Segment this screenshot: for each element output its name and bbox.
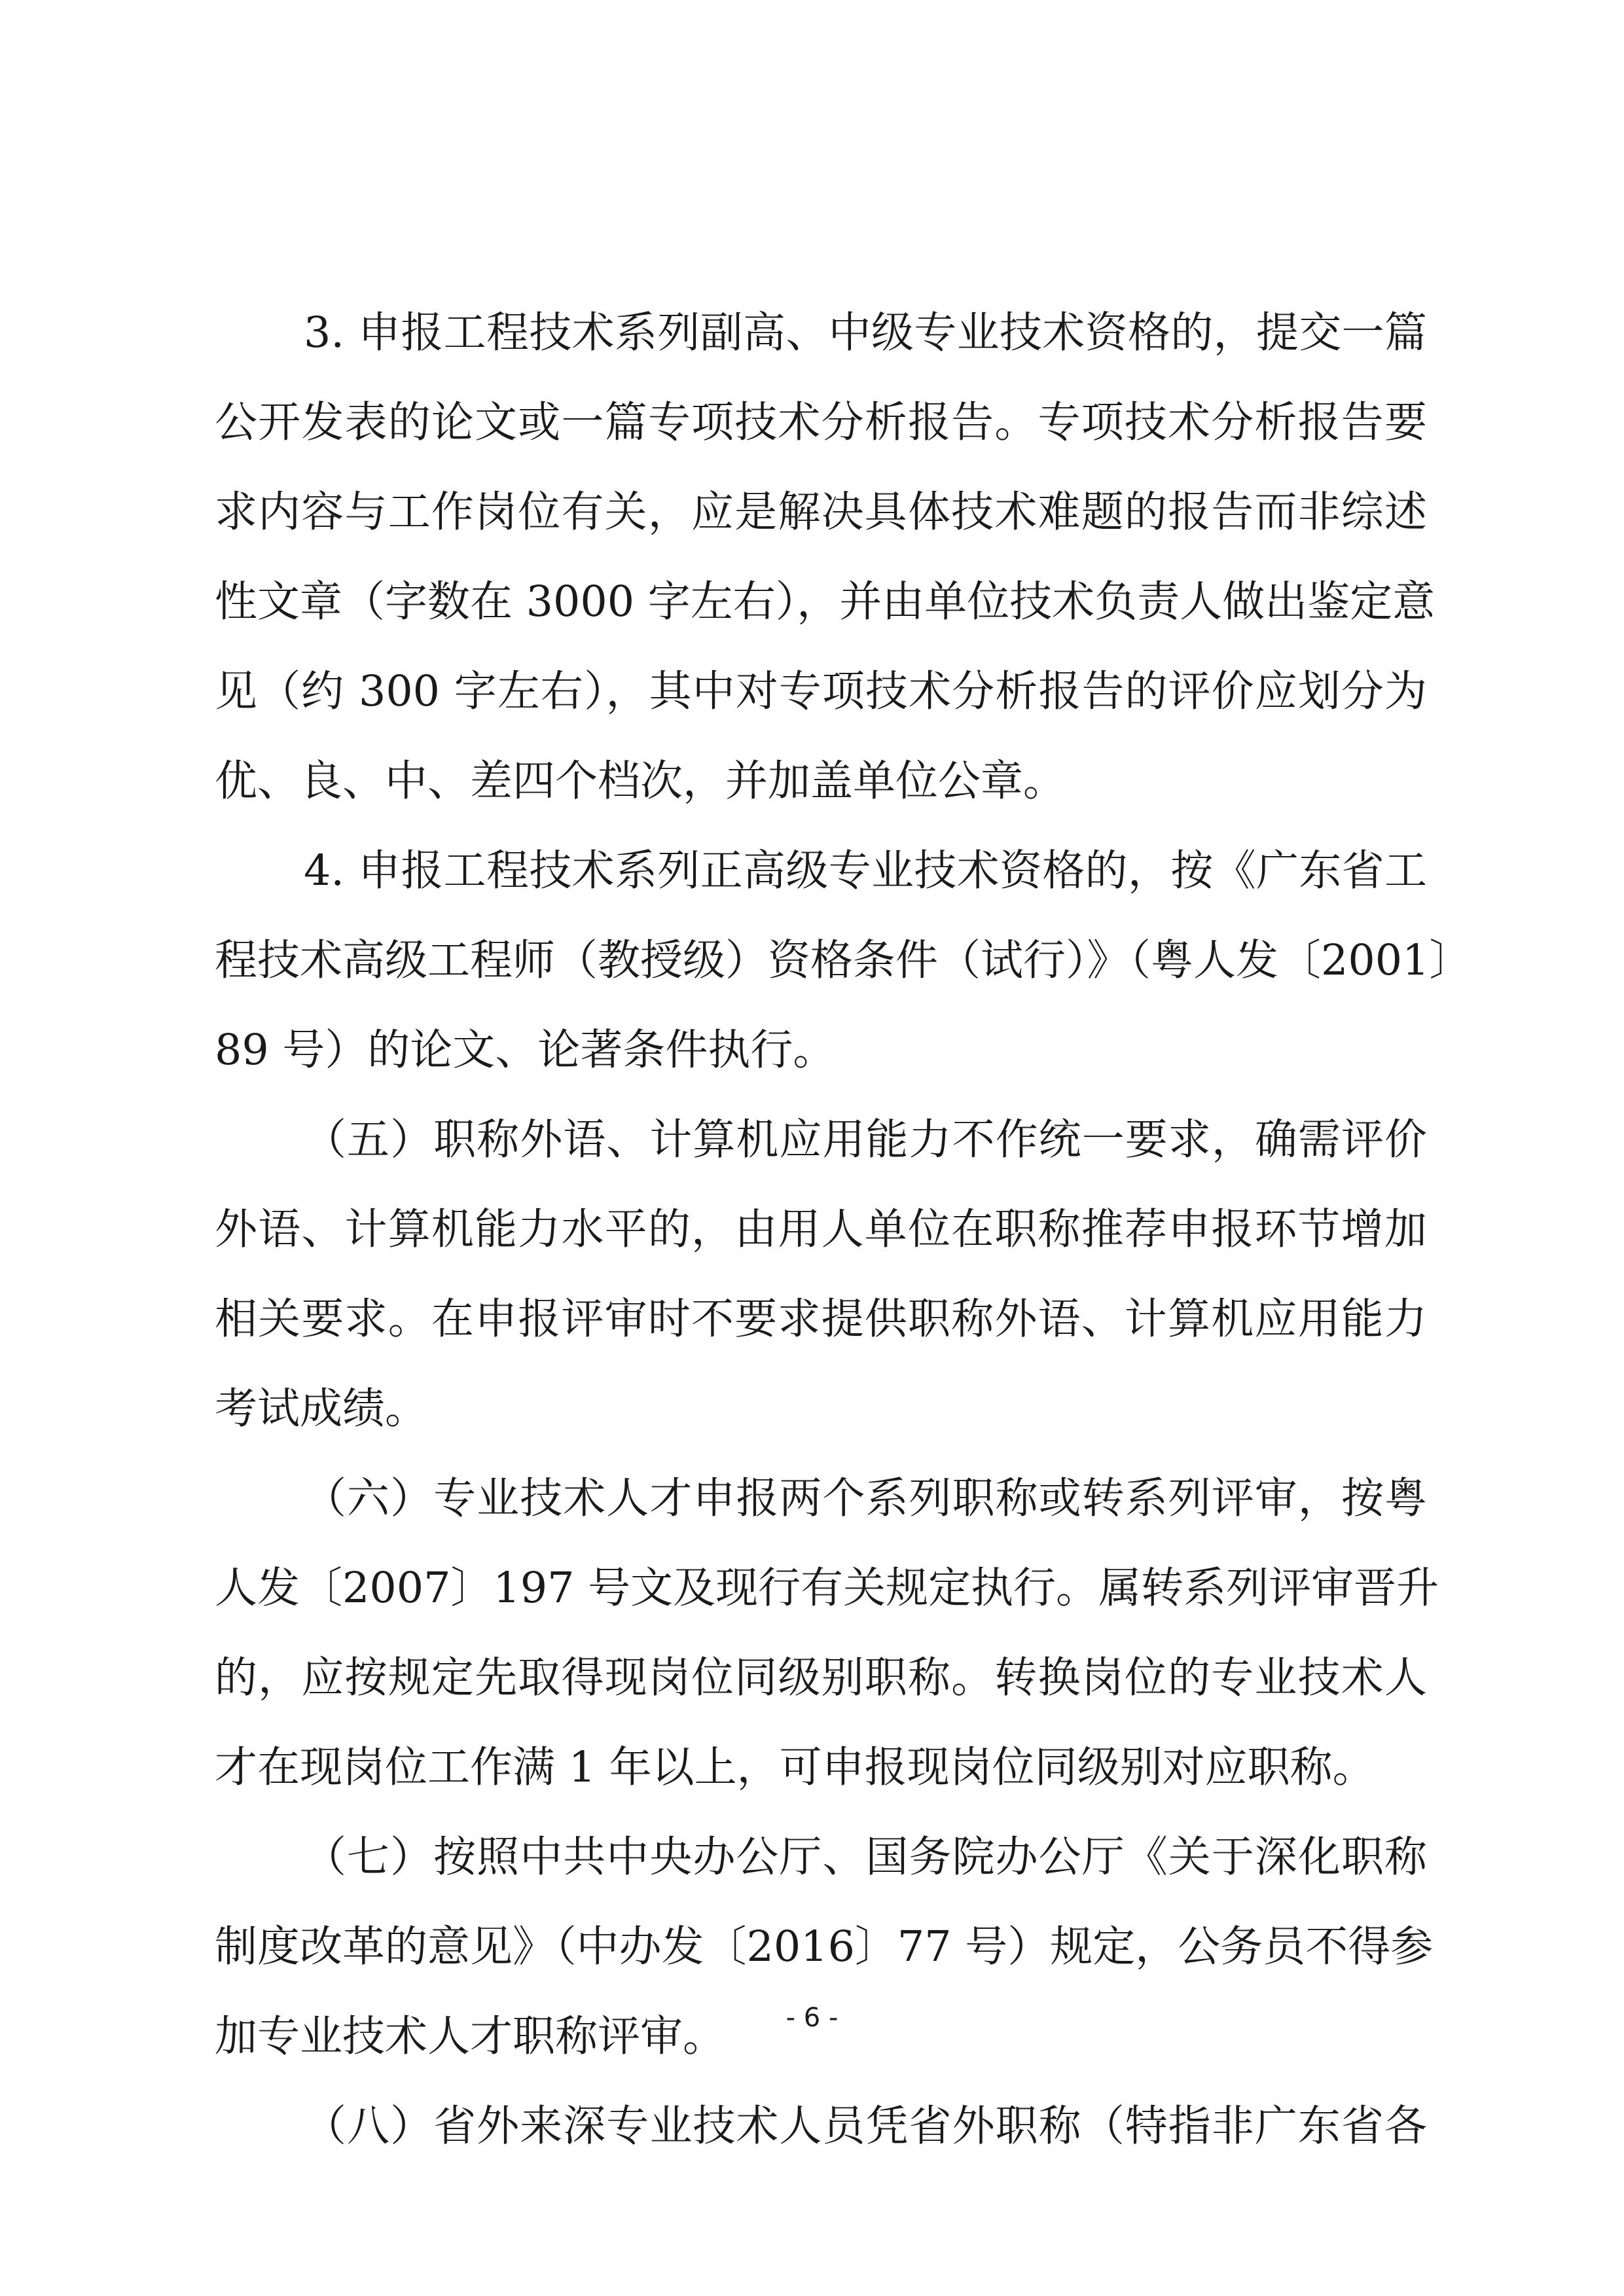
page-number: - 6 - xyxy=(785,2003,839,2033)
paragraph-3 xyxy=(215,1095,1427,1454)
text-line: 公开发表的论文或一篇专项技术分析报告。专项技术分析报告要 xyxy=(215,398,1427,447)
text-line: 人发〔2007〕197 号文及现行有关规定执行。属转系列评审晋升 xyxy=(215,1564,1439,1613)
text-line: 制度改革的意见》（中办发〔2016〕77 号）规定，公务员不得参 xyxy=(215,1922,1434,1971)
paragraph-2 xyxy=(215,826,1472,1095)
text-line: 外语、计算机能力水平的，由用人单位在职称推荐申报环节增加 xyxy=(215,1205,1427,1254)
text-line: （六）专业技术人才申报两个系列职称或转系列评审，按粤 xyxy=(304,1474,1427,1523)
text-line: 加专业技术人才职称评审。 xyxy=(215,2012,726,2061)
text-line: 优、良、中、差四个档次，并加盖单位公章。 xyxy=(215,757,1066,806)
text-line: 89 号）的论文、论著条件执行。 xyxy=(215,1026,836,1075)
paragraph-1 xyxy=(215,288,1435,826)
text-line: （八）省外来深专业技术人员凭省外职称（特指非广东省各 xyxy=(304,2102,1427,2151)
text-line: （五）职称外语、计算机应用能力不作统一要求，确需评价 xyxy=(304,1115,1427,1164)
paragraph-5 xyxy=(215,1812,1434,2081)
text-line: 见（约 300 字左右），其中对专项技术分析报告的评价应划分为 xyxy=(215,667,1427,716)
paragraph-6 xyxy=(215,2081,1427,2171)
paragraph-4 xyxy=(215,1454,1439,1812)
text-line: 才在现岗位工作满 1 年以上，可申报现岗位同级别对应职称。 xyxy=(215,1743,1375,1792)
text-line: 4. 申报工程技术系列正高级专业技术资格的，按《广东省工 xyxy=(304,846,1427,895)
text-line: 求内容与工作岗位有关，应是解决具体技术难题的报告而非综述 xyxy=(215,488,1427,537)
text-line: （七）按照中共中央办公厅、国务院办公厅《关于深化职称 xyxy=(304,1833,1427,1882)
text-line: 考试成绩。 xyxy=(215,1384,428,1433)
text-line: 相关要求。在申报评审时不要求提供职称外语、计算机应用能力 xyxy=(215,1295,1427,1344)
text-line: 的，应按规定先取得现岗位同级别职称。转换岗位的专业技术人 xyxy=(215,1653,1427,1702)
text-line: 性文章（字数在 3000 字左右），并由单位技术负责人做出鉴定意 xyxy=(215,577,1435,626)
text-line: 程技术高级工程师（教授级）资格条件（试行）》（粤人发〔2001〕 xyxy=(215,936,1472,985)
text-line: 3. 申报工程技术系列副高、中级专业技术资格的，提交一篇 xyxy=(304,308,1427,357)
body-text xyxy=(215,288,1472,2171)
